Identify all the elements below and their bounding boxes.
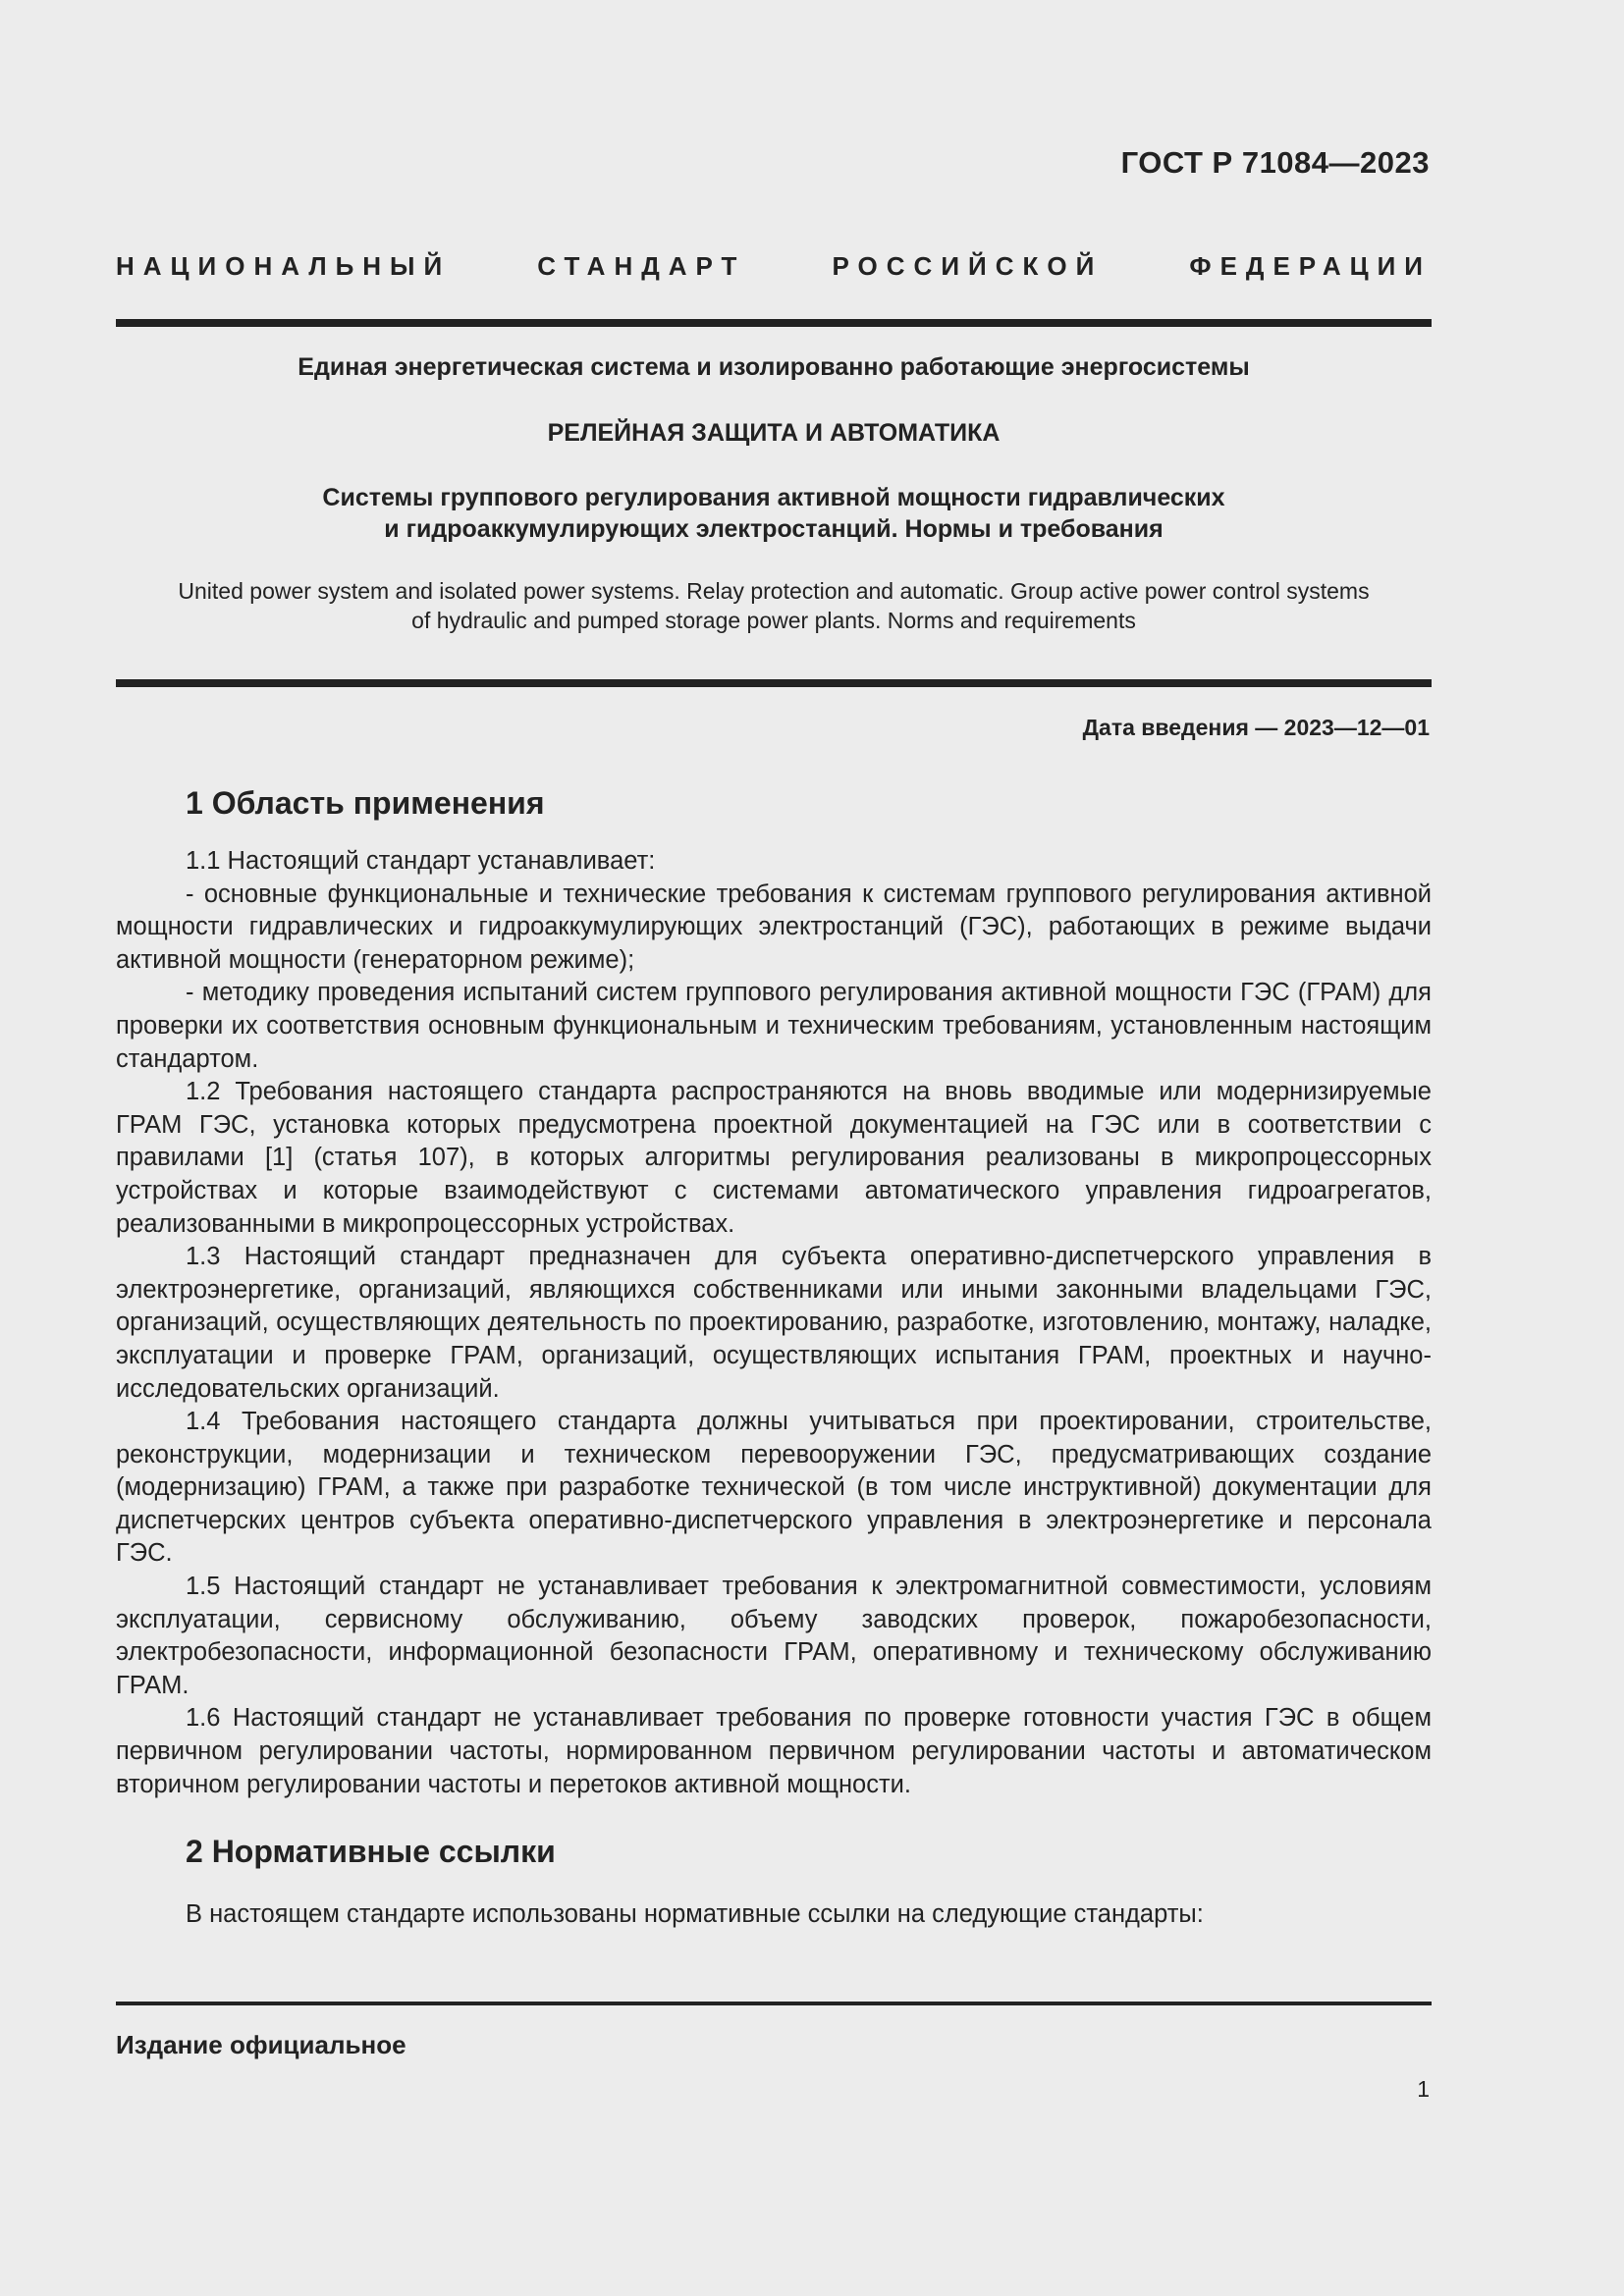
english-title-line1: United power system and isolated power systems. Relay protection and automatic. Group active power control systems xyxy=(178,578,1370,604)
section-2-body xyxy=(116,1898,1432,1932)
english-title xyxy=(116,576,1432,635)
paragraph-2-intro: В настоящем стандарте использованы нормативные ссылки на следующие стандарты: xyxy=(186,1900,1204,1928)
document-title-subject xyxy=(116,482,1432,545)
paragraph-1-1: 1.1 Настоящий стандарт устанавливает: xyxy=(186,847,656,875)
section-1-heading: 1 Область применения xyxy=(186,785,545,821)
paragraph-1-5: 1.5 Настоящий стандарт не устанавливает требования к электромагнитной совместимости, условиям эксплуатации, сервисному обслуживанию, объему заводских проверок, пожаробезопасности, электробезопасности, информационной безопасности ГРАМ, оперативному и техническому обслуживанию ГРАМ. xyxy=(116,1573,1432,1699)
document-title-subject-line2: и гидроаккумулирующих электростанций. Нормы и требования xyxy=(384,515,1164,543)
paragraph-1-1-item-a: - основные функциональные и технические требования к системам группового регулирования активной мощности гидравлических и гидроаккумулирующих электростанций (ГЭС), работающих в режиме выдачи активной мощности (генераторном режиме); xyxy=(116,880,1432,974)
gost-code: ГОСТ Р 71084—2023 xyxy=(1120,145,1430,180)
paragraph-1-3: 1.3 Настоящий стандарт предназначен для субъекта оперативно-диспетчерского управления в электроэнергетике, организаций, являющихся собственниками или иными законными владельцами ГЭС, организаций, осуществляющих деятельность по проектированию, разработке, изготовлению, монтажу, наладке, эксплуатации и проверке ГРАМ, организаций, осуществляющих испытания ГРАМ, проектных и научно-исследовательских организаций. xyxy=(116,1243,1432,1403)
document-title-subject-line1: Системы группового регулирования активной мощности гидравлических xyxy=(322,484,1225,511)
page-number: 1 xyxy=(1417,2076,1430,2102)
english-title-line2: of hydraulic and pumped storage power plants. Norms and requirements xyxy=(411,608,1136,633)
official-edition-label: Издание официальное xyxy=(116,2030,406,2059)
national-standard-title: НАЦИОНАЛЬНЫЙ СТАНДАРТ РОССИЙСКОЙ ФЕДЕРАЦИИ xyxy=(116,251,1432,281)
title-bottom-rule xyxy=(116,679,1432,687)
paragraph-1-4: 1.4 Требования настоящего стандарта должны учитываться при проектировании, строительстве, реконструкции, модернизации и техническом перевооружении ГЭС, предусматривающих создание (модернизацию) ГРАМ, а также при разработке технической (в том числе инструктивной) документации для диспетчерских центров субъекта оперативно-диспетчерского управления в электроэнергетике и персонала ГЭС. xyxy=(116,1408,1432,1568)
section-2-heading: 2 Нормативные ссылки xyxy=(186,1834,556,1869)
top-rule xyxy=(116,319,1432,327)
document-title-category: РЕЛЕЙНАЯ ЗАЩИТА И АВТОМАТИКА xyxy=(547,419,1001,447)
paragraph-1-1-item-b: - методику проведения испытаний систем группового регулирования активной мощности ГЭС (ГРАМ) для проверки их соответствия основным функциональным и техническим требованиям, установленным настоящим стандартом. xyxy=(116,979,1432,1073)
paragraph-1-2: 1.2 Требования настоящего стандарта распространяются на вновь вводимые или модернизируемые ГРАМ ГЭС, установка которых предусмотрена проектной документацией на ГЭС или в соответствии с правилами [1] (статья 107), в которых алгоритмы регулирования реализованы в микропроцессорных устройствах и которые взаимодействуют с системами автоматического управления гидроагрегатов, реализованными в микропроцессорных устройствах. xyxy=(116,1078,1432,1238)
paragraph-1-6: 1.6 Настоящий стандарт не устанавливает требования по проверке готовности участия ГЭС в общем первичном регулировании частоты, нормированном первичном регулировании частоты и автоматическом вторичном регулировании частоты и перетоков активной мощности. xyxy=(116,1704,1432,1798)
document-title-system: Единая энергетическая система и изолированно работающие энергосистемы xyxy=(298,353,1250,381)
introduction-date: Дата введения — 2023—12—01 xyxy=(1082,715,1430,740)
footer-rule xyxy=(116,2002,1432,2005)
section-1-body xyxy=(116,845,1432,1801)
